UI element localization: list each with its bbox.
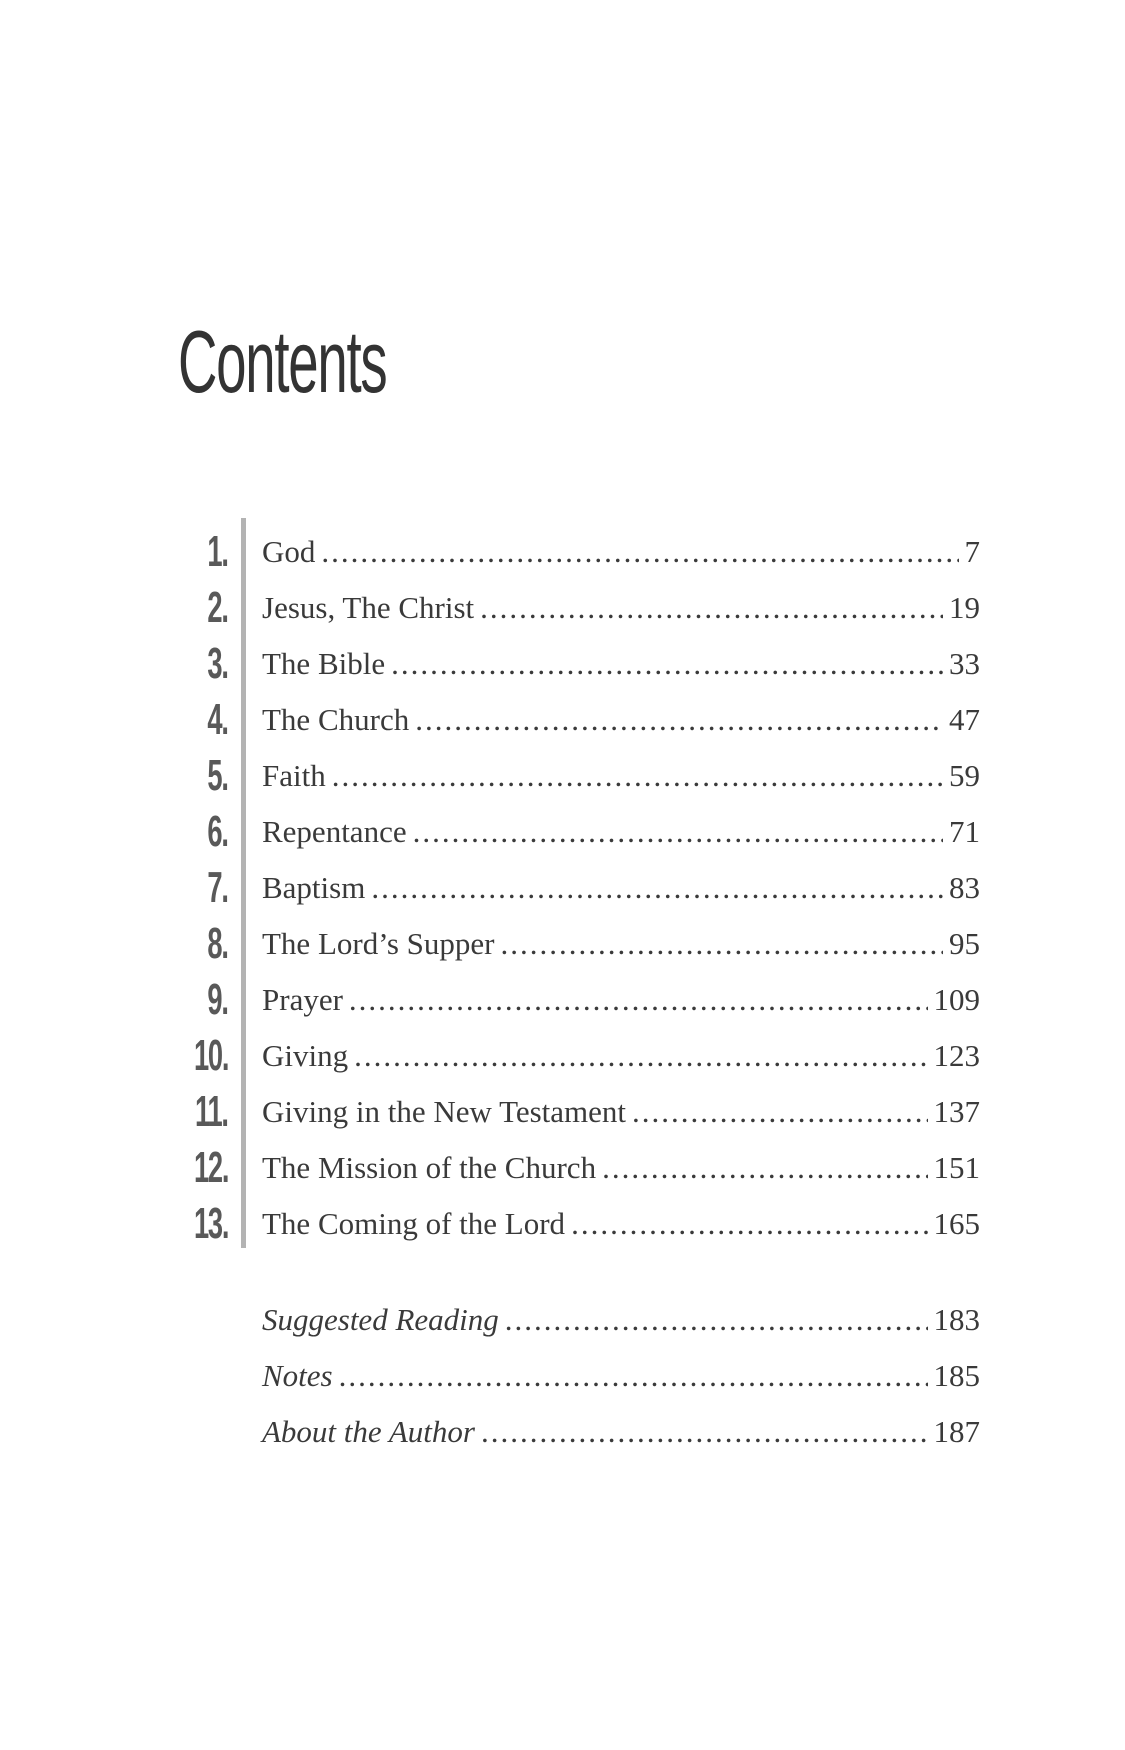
back-matter-title: Suggested Reading (262, 1302, 499, 1337)
dot-leader (505, 1300, 928, 1340)
toc-entry[interactable] (262, 1300, 980, 1340)
dot-leader (632, 1092, 927, 1132)
toc-entry[interactable] (262, 868, 980, 908)
chapter-number: 8. (207, 919, 228, 968)
dot-leader (481, 1412, 928, 1452)
chapter-title: The Bible (262, 646, 386, 681)
chapter-title: The Church (262, 702, 410, 737)
dot-leader (332, 756, 943, 796)
page-number: 83 (949, 870, 980, 905)
chapter-number: 1. (207, 527, 228, 576)
toc-entry[interactable] (262, 812, 980, 852)
dot-leader (602, 1148, 927, 1188)
vertical-rule (241, 518, 246, 1248)
toc-entry[interactable] (262, 1356, 980, 1396)
chapter-title: God (262, 534, 316, 569)
chapter-number: 12. (193, 1143, 228, 1192)
chapter-number: 13. (193, 1199, 228, 1248)
toc-entry[interactable] (262, 588, 980, 628)
page-number: 59 (949, 758, 980, 793)
dot-leader (339, 1356, 928, 1396)
page-number: 123 (933, 1038, 980, 1073)
chapter-number: 9. (207, 975, 228, 1024)
toc-entry[interactable] (262, 644, 980, 684)
page-number: 151 (933, 1150, 980, 1185)
page-number: 185 (933, 1358, 980, 1393)
chapter-number: 4. (207, 695, 228, 744)
dot-leader (571, 1204, 927, 1244)
chapter-title: Baptism (262, 870, 366, 905)
page-number: 183 (933, 1302, 980, 1337)
dot-leader (391, 644, 943, 684)
toc-entry[interactable] (262, 1204, 980, 1244)
page-title: Contents (178, 312, 387, 411)
chapter-title: The Lord’s Supper (262, 926, 495, 961)
toc-entry[interactable] (262, 756, 980, 796)
toc-entry[interactable] (262, 532, 980, 572)
chapter-title: The Coming of the Lord (262, 1206, 566, 1241)
page-number: 7 (964, 534, 980, 569)
dot-leader (321, 532, 958, 572)
chapter-number: 7. (207, 863, 228, 912)
page-number: 33 (949, 646, 980, 681)
back-matter-title: Notes (262, 1358, 333, 1393)
chapter-title: Repentance (262, 814, 407, 849)
toc-entry[interactable] (262, 1148, 980, 1188)
dot-leader (413, 812, 943, 852)
page-number: 95 (949, 926, 980, 961)
toc-entry[interactable] (262, 1412, 980, 1452)
dot-leader (415, 700, 943, 740)
toc-entry[interactable] (262, 1092, 980, 1132)
page-number: 109 (933, 982, 980, 1017)
page-number: 71 (949, 814, 980, 849)
page-number: 187 (933, 1414, 980, 1449)
dot-leader (480, 588, 943, 628)
toc-entry[interactable] (262, 1036, 980, 1076)
back-matter-title: About the Author (262, 1414, 475, 1449)
chapter-number: 2. (207, 583, 228, 632)
chapter-title: Prayer (262, 982, 343, 1017)
page-number: 19 (949, 590, 980, 625)
chapter-number: 11. (195, 1087, 228, 1136)
chapter-title: Giving in the New Testament (262, 1094, 627, 1129)
chapter-number: 6. (207, 807, 228, 856)
chapter-number: 3. (207, 639, 228, 688)
chapter-title: Jesus, The Christ (262, 590, 475, 625)
dot-leader (349, 980, 928, 1020)
chapter-title: Giving (262, 1038, 349, 1073)
dot-leader (500, 924, 943, 964)
page-number: 47 (949, 702, 980, 737)
chapter-number: 10. (193, 1031, 228, 1080)
chapter-number: 5. (207, 751, 228, 800)
chapter-title: The Mission of the Church (262, 1150, 597, 1185)
toc-entry[interactable] (262, 700, 980, 740)
chapter-title: Faith (262, 758, 326, 793)
toc-entry[interactable] (262, 924, 980, 964)
toc-entry[interactable] (262, 980, 980, 1020)
page-number: 137 (933, 1094, 980, 1129)
dot-leader (371, 868, 943, 908)
page-number: 165 (933, 1206, 980, 1241)
dot-leader (354, 1036, 927, 1076)
